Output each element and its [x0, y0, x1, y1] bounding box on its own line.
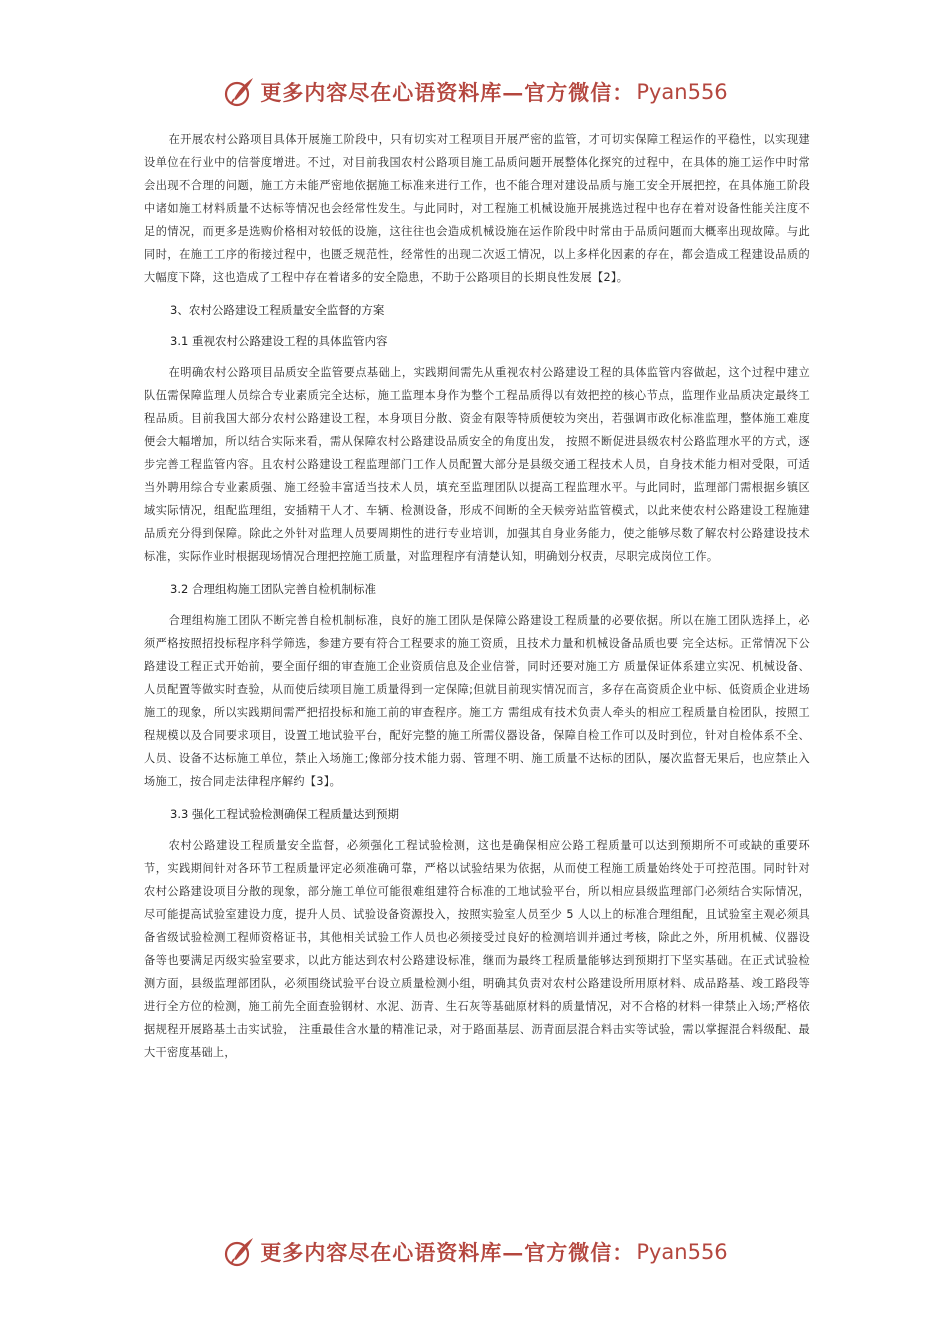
paragraph-3-2: 合理组构施工团队不断完善自检机制标准，良好的施工团队是保障公路建设工程质量的必要依据。所以在施工团队选择上，必须严格按照招投标程序科学筛选，参建方要有符合工程要求的施工资质，且技术力量和机械设备品质也要 完全达标。正常情况下公路建设工程正式开始前，要全面仔细的审查施工企业资质信息及企业信誉，同时还要对施工方 质量保证体系建立实况、机械设备、人员配置等做实时查验，从而使后续项目施工质量得到一定保障;但就目前现实情况而言，多存在高资质企业中标、低资质企业进场施工的现象，所以实践期间需严把招投标和施工前的审查程序。施工方 需组成有技术负责人牵头的相应工程质量自检团队，按照工程规模以及合同要求项目，设置工地试验平台，配好完整的施工所需仪器设备，保障自检工作可以及时到位，针对自检体系不全、人员、设备不达标施工单位，禁止入场施工;像部分技术能力弱、管理不明、施工质量不达标的团队，屡次监督无果后，也应禁止入场施工，按合同走法律程序解约【3】。 — [144, 614, 810, 788]
quill-pen-logo-icon — [222, 75, 256, 109]
paragraph-3-1: 在明确农村公路项目品质安全监管要点基础上，实践期间需先从重视农村公路建设工程的具体监管内容做起，这个过程中建立队伍需保障监理人员综合专业素质完全达标，施工监理本身作为整个工程品质得以有效把控的核心节点，监理作业品质决定最终工程品质。目前我国大部分农村公路建设工程，本身项目分散、资金有限等特质便较为突出，若强调市政化标准监理，整体施工难度便会大幅增加，所以结合实际来看，需从保障农村公路建设品质安全的角度出发， 按照不断促进县级农村公路监理水平的方式，逐步完善工程监管内容。且农村公路建设工程监理部门工作人员配置大部分是县级交通工程技术人员，自身技术能力相对受限，可适当外聘用综合专业素质强、施工经验丰富适当技术人员，填充至监理团队以提高工程监理水平。与此同时，监理部门需根据乡镇区域实际情况，组配监理组，安插精干人才、车辆、检测设备，形成不间断的全天候旁站监管模式，以此来使农村公路建设工程施建品质充分得到保障。除此之外针对监理人员要周期性的进行专业培训，加强其自身业务能力，使之能够尽数了解农村公路建设技术标准，实际作业时根据现场情况合理把控施工质量，对监理程序有清楚认知，明确划分权责，尽职完成岗位工作。 — [144, 366, 810, 563]
banner-wechat-id: Pyan556 — [636, 1240, 728, 1264]
banner-wechat-id: Pyan556 — [636, 80, 728, 104]
section-heading-3: 3、农村公路建设工程质量安全监督的方案 — [170, 303, 385, 317]
section-heading-3-1: 3.1 重视农村公路建设工程的具体监管内容 — [170, 334, 388, 348]
quill-pen-logo-icon — [222, 1235, 256, 1269]
header-banner — [0, 72, 950, 112]
paragraph-3-3: 农村公路建设工程质量安全监督，必须强化工程试验检测，这也是确保相应公路工程质量可以达到预期所不可或缺的重要环节，实践期间针对各环节工程质量评定必须准确可靠，严格以试验结果为依据，从而使工程施工质量始终处于可控范围。同时针对农村公路建设项目分散的现象，部分施工单位可能很难组建符合标准的工地试验平台，所以相应县级监理部门必须结合实际情况，尽可能提高试验室建设力度，提升人员、试验设备资源投入，按照实验室人员至少 5 人以上的标准合理组配，且试验室主观必须具备省级试验检测工程师资格证书，其他相关试验工作人员也必须接受过良好的检测培训并通过考核，除此之外，所用机械、仪器设备等也要满足丙级实验室要求，以此方能达到农村公路建设标准，继而为最终工程质量能够达到预期打下坚实基础。在正式试验检测方面，县级监理部团队，必须围绕试验平台设立质量检测小组，明确其负责对农村公路建设所用原材料、成品路基、竣工路段等进行全方位的检测，施工前先全面查验钢材、水泥、沥青、生石灰等基础原材料的质量情况，对不合格的材料一律禁止入场;严格依据规程开展路基土击实试验， 注重最佳含水量的精准记录，对于路面基层、沥青面层混合料击实等试验，需以掌握混合料级配、最大干密度基础上， — [144, 839, 810, 1059]
banner-text: 更多内容尽在心语资料库—官方微信： — [260, 80, 635, 105]
banner-text: 更多内容尽在心语资料库—官方微信： — [260, 1240, 635, 1265]
footer-banner — [0, 1232, 950, 1272]
paragraph-intro: 在开展农村公路项目具体开展施工阶段中，只有切实对工程项目开展严密的监管，才可切实保障工程运作的平稳性，以实现建设单位在行业中的信誉度增进。不过，对目前我国农村公路项目施工品质问题开展整体化探究的过程中，在具体的施工运作中时常会出现不合理的问题，施工方未能严密地依据施工标准来进行工作，也不能合理对建设品质与施工安全开展把控，在具体施工阶段中诸如施工材料质量不达标等情况也会经常性发生。与此同时，对工程施工机械设施开展挑选过程中也存在着对设备性能关注度不足的情况，而更多是选购价格相对较低的设施，这往往也会造成机械设施在运作阶段中时常由于品质问题而大概率出现故障。与此同时，在施工工序的衔接过程中，也匮乏规范性，经常性的出现二次返工情况，以上多样化因素的存在，都会造成工程建设品质的大幅度下降，这也造成了工程中存在着诸多的安全隐患，不助于公路项目的长期良性发展【2】。 — [144, 133, 810, 284]
article-body — [144, 128, 810, 1064]
section-heading-3-2: 3.2 合理组构施工团队完善自检机制标准 — [170, 582, 376, 596]
section-heading-3-3: 3.3 强化工程试验检测确保工程质量达到预期 — [170, 807, 399, 821]
